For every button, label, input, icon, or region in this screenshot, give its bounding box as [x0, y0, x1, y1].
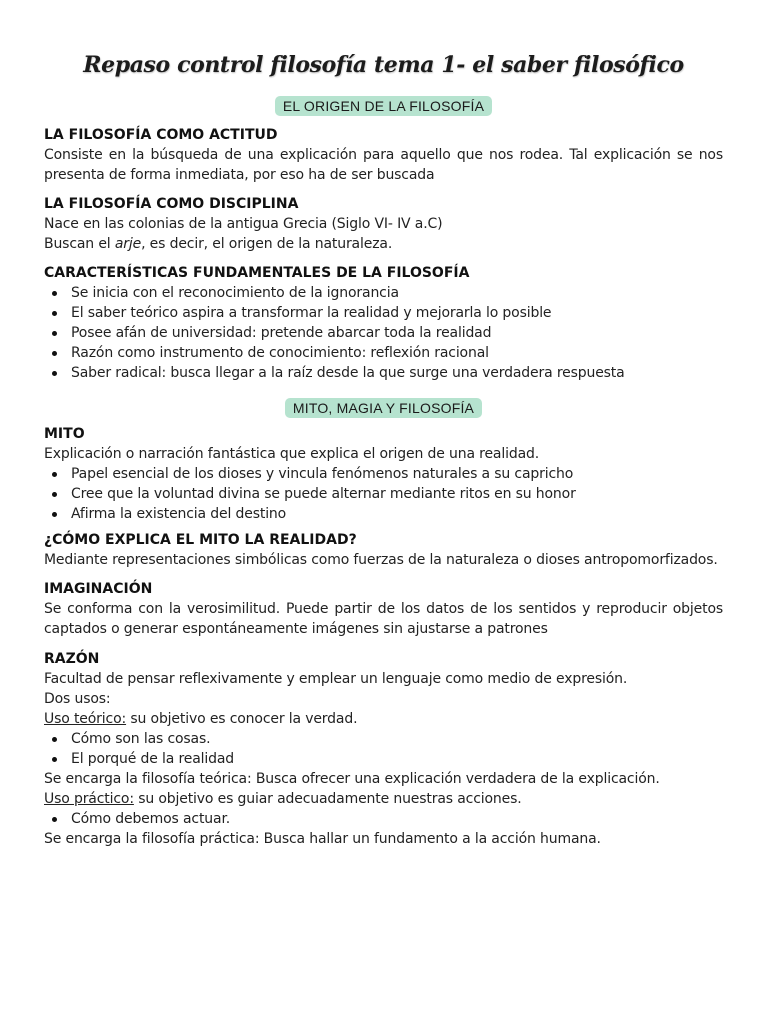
list-uso-practico [44, 809, 723, 829]
label-uso-practico: Uso práctico: [44, 791, 134, 807]
text-actitud: Consiste en la búsqueda de una explicación para aquello que nos rodea. Tal explicación se nos presenta de forma inmediata, por eso ha de ser buscada [44, 147, 723, 183]
text-uso-practico [44, 789, 723, 809]
text-disciplina-line2 [44, 234, 723, 254]
list-item: Cómo son las cosas. [44, 729, 723, 749]
text-razon-line1: Facultad de pensar reflexivamente y emplear un lenguaje como medio de expresión. [44, 671, 628, 687]
heading-disciplina: LA FILOSOFÍA COMO DISCIPLINA [44, 196, 299, 212]
desc-uso-practico: su objetivo es guiar adecuadamente nuestras acciones. [133, 791, 522, 807]
list-caracteristicas [44, 283, 723, 383]
heading-actitud: LA FILOSOFÍA COMO ACTITUD [44, 127, 278, 143]
list-mito [44, 464, 723, 524]
list-item: El porqué de la realidad [44, 749, 723, 769]
text-disciplina-arje: arje [114, 236, 142, 252]
list-item: Cree que la voluntad divina se puede alternar mediante ritos en su honor [44, 484, 723, 504]
heading-razon: RAZÓN [44, 651, 100, 667]
text-mito: Explicación o narración fantástica que explica el origen de una realidad. [44, 446, 540, 462]
text-teorico-after: Se encarga la filosofía teórica: Busca ofrecer una explicación verdadera de la explicación. [44, 771, 660, 787]
list-item: Cómo debemos actuar. [44, 809, 723, 829]
text-disciplina-post: , es decir, el origen de la naturaleza. [141, 236, 393, 252]
section-origen-header [44, 96, 723, 116]
list-item: Razón como instrumento de conocimiento: reflexión racional [44, 343, 723, 363]
text-imaginacion: Se conforma con la verosimilitud. Puede partir de los datos de los sentidos y reproducir objetos captados o generar espontáneamente imágenes sin ajustarse a patrones [44, 601, 723, 637]
page-title: Repaso control filosofía tema 1- el saber filosófico [83, 52, 684, 78]
text-uso-teorico [44, 709, 723, 729]
heading-imaginacion: IMAGINACIÓN [44, 581, 153, 597]
section-pill-mito: MITO, MAGIA Y FILOSOFÍA [285, 398, 482, 418]
heading-caracteristicas: CARACTERÍSTICAS FUNDAMENTALES DE LA FILOSOFÍA [44, 265, 470, 281]
text-como-explica: Mediante representaciones simbólicas como fuerzas de la naturaleza o dioses antropomorfizados. [44, 552, 718, 568]
desc-uso-teorico: su objetivo es conocer la verdad. [126, 711, 358, 727]
text-razon-line2: Dos usos: [44, 691, 111, 707]
label-uso-teorico: Uso teórico: [44, 711, 127, 727]
list-uso-teorico [44, 729, 723, 769]
section-pill-origen: EL ORIGEN DE LA FILOSOFÍA [275, 96, 492, 116]
section-mito-header [44, 398, 723, 418]
list-item: Papel esencial de los dioses y vincula fenómenos naturales a su capricho [44, 464, 723, 484]
list-item: Se inicia con el reconocimiento de la ignorancia [44, 283, 723, 303]
heading-como-explica: ¿CÓMO EXPLICA EL MITO LA REALIDAD? [44, 532, 357, 548]
list-item: Afirma la existencia del destino [44, 504, 723, 524]
list-item: Posee afán de universidad: pretende abarcar toda la realidad [44, 323, 723, 343]
text-practico-after: Se encarga la filosofía práctica: Busca hallar un fundamento a la acción humana. [44, 831, 601, 847]
text-disciplina-line1: Nace en las colonias de la antigua Grecia (Siglo VI- IV a.C) [44, 216, 443, 232]
list-item: Saber radical: busca llegar a la raíz desde la que surge una verdadera respuesta [44, 363, 723, 383]
list-item: El saber teórico aspira a transformar la realidad y mejorarla lo posible [44, 303, 723, 323]
text-disciplina-pre: Buscan el [44, 236, 115, 252]
heading-mito: MITO [44, 426, 85, 442]
